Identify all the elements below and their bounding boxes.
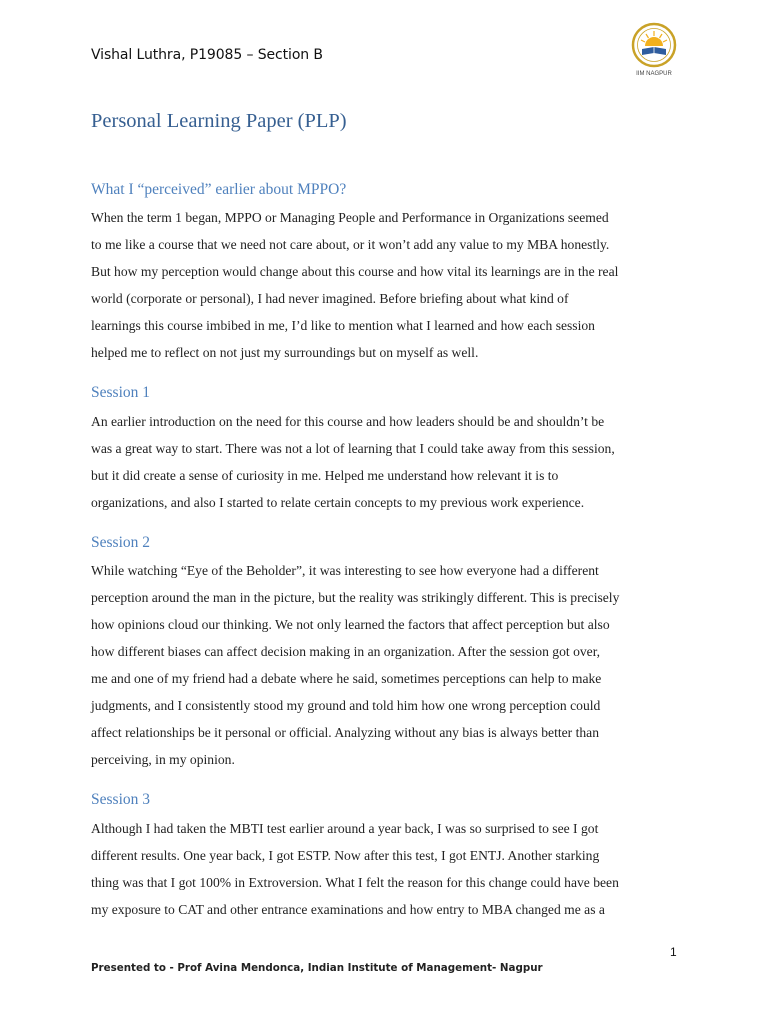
text-line: was a great way to start. There was not a lot of learning that I could take away from this session, <box>91 441 615 456</box>
logo-emblem-icon <box>628 22 680 70</box>
text-line: world (corporate or personal), I had never imagined. Before briefing about what kind of <box>91 291 569 306</box>
text-line: affect relationships be it personal or official. Analyzing without any bias is always better than <box>91 725 599 740</box>
text-line: different results. One year back, I got ESTP. Now after this test, I got ENTJ. Another starking <box>91 848 600 863</box>
section-body-session-3 <box>91 820 691 928</box>
text-line: While watching “Eye of the Beholder”, it was interesting to see how everyone had a different <box>91 563 599 578</box>
text-line: how different biases can affect decision making in an organization. After the session got over, <box>91 644 601 659</box>
logo-text: IIM NAGPUR <box>636 71 672 77</box>
text-line: but it did create a sense of curiosity in me. Helped me understand how relevant it is to <box>91 468 559 483</box>
section-heading-session-2: Session 2 <box>91 534 150 551</box>
text-line: organizations, and also I started to relate certain concepts to my previous work experience. <box>91 495 585 510</box>
text-line: me and one of my friend had a debate where he said, sometimes perceptions can help to make <box>91 671 602 686</box>
text-line: perception around the man in the picture, but the reality was strikingly different. This is precisely <box>91 590 620 605</box>
page-number: 1 <box>670 945 677 959</box>
text-line: thing was that I got 100% in Extroversion. What I felt the reason for this change could have been <box>91 875 619 890</box>
text-line: judgments, and I consistently stood my ground and told him how one wrong perception could <box>91 698 601 713</box>
text-line: to me like a course that we need not care about, or it won’t add any value to my MBA honestly. <box>91 237 610 252</box>
text-line: helped me to reflect on not just my surroundings but on myself as well. <box>91 345 479 360</box>
text-line: how opinions cloud our thinking. We not only learned the factors that affect perception but also <box>91 617 610 632</box>
text-line: learnings this course imbibed in me, I’d like to mention what I learned and how each session <box>91 318 595 333</box>
text-line: perceiving, in my opinion. <box>91 752 235 767</box>
section-heading-session-1: Session 1 <box>91 384 150 401</box>
iim-nagpur-logo <box>628 22 680 84</box>
text-line: An earlier introduction on the need for this course and how leaders should be and shouldn’t be <box>91 414 605 429</box>
section-heading-session-3: Session 3 <box>91 791 150 808</box>
section-heading-perceived: What I “perceived” earlier about MPPO? <box>91 181 347 198</box>
section-body-perceived <box>91 209 691 371</box>
section-body-session-1 <box>91 413 691 521</box>
header-author: Vishal Luthra, P19085 – Section B <box>91 47 323 63</box>
text-line: Although I had taken the MBTI test earlier around a year back, I was so surprised to see I got <box>91 821 599 836</box>
page-footer: Presented to - Prof Avina Mendonca, Indian Institute of Management- Nagpur <box>91 962 543 974</box>
section-body-session-2 <box>91 562 691 778</box>
text-line: When the term 1 began, MPPO or Managing People and Performance in Organizations seemed <box>91 210 609 225</box>
text-line: But how my perception would change about this course and how vital its learnings are in the real <box>91 264 619 279</box>
text-line: my exposure to CAT and other entrance examinations and how entry to MBA changed me as a <box>91 902 605 917</box>
page-title: Personal Learning Paper (PLP) <box>91 110 347 132</box>
